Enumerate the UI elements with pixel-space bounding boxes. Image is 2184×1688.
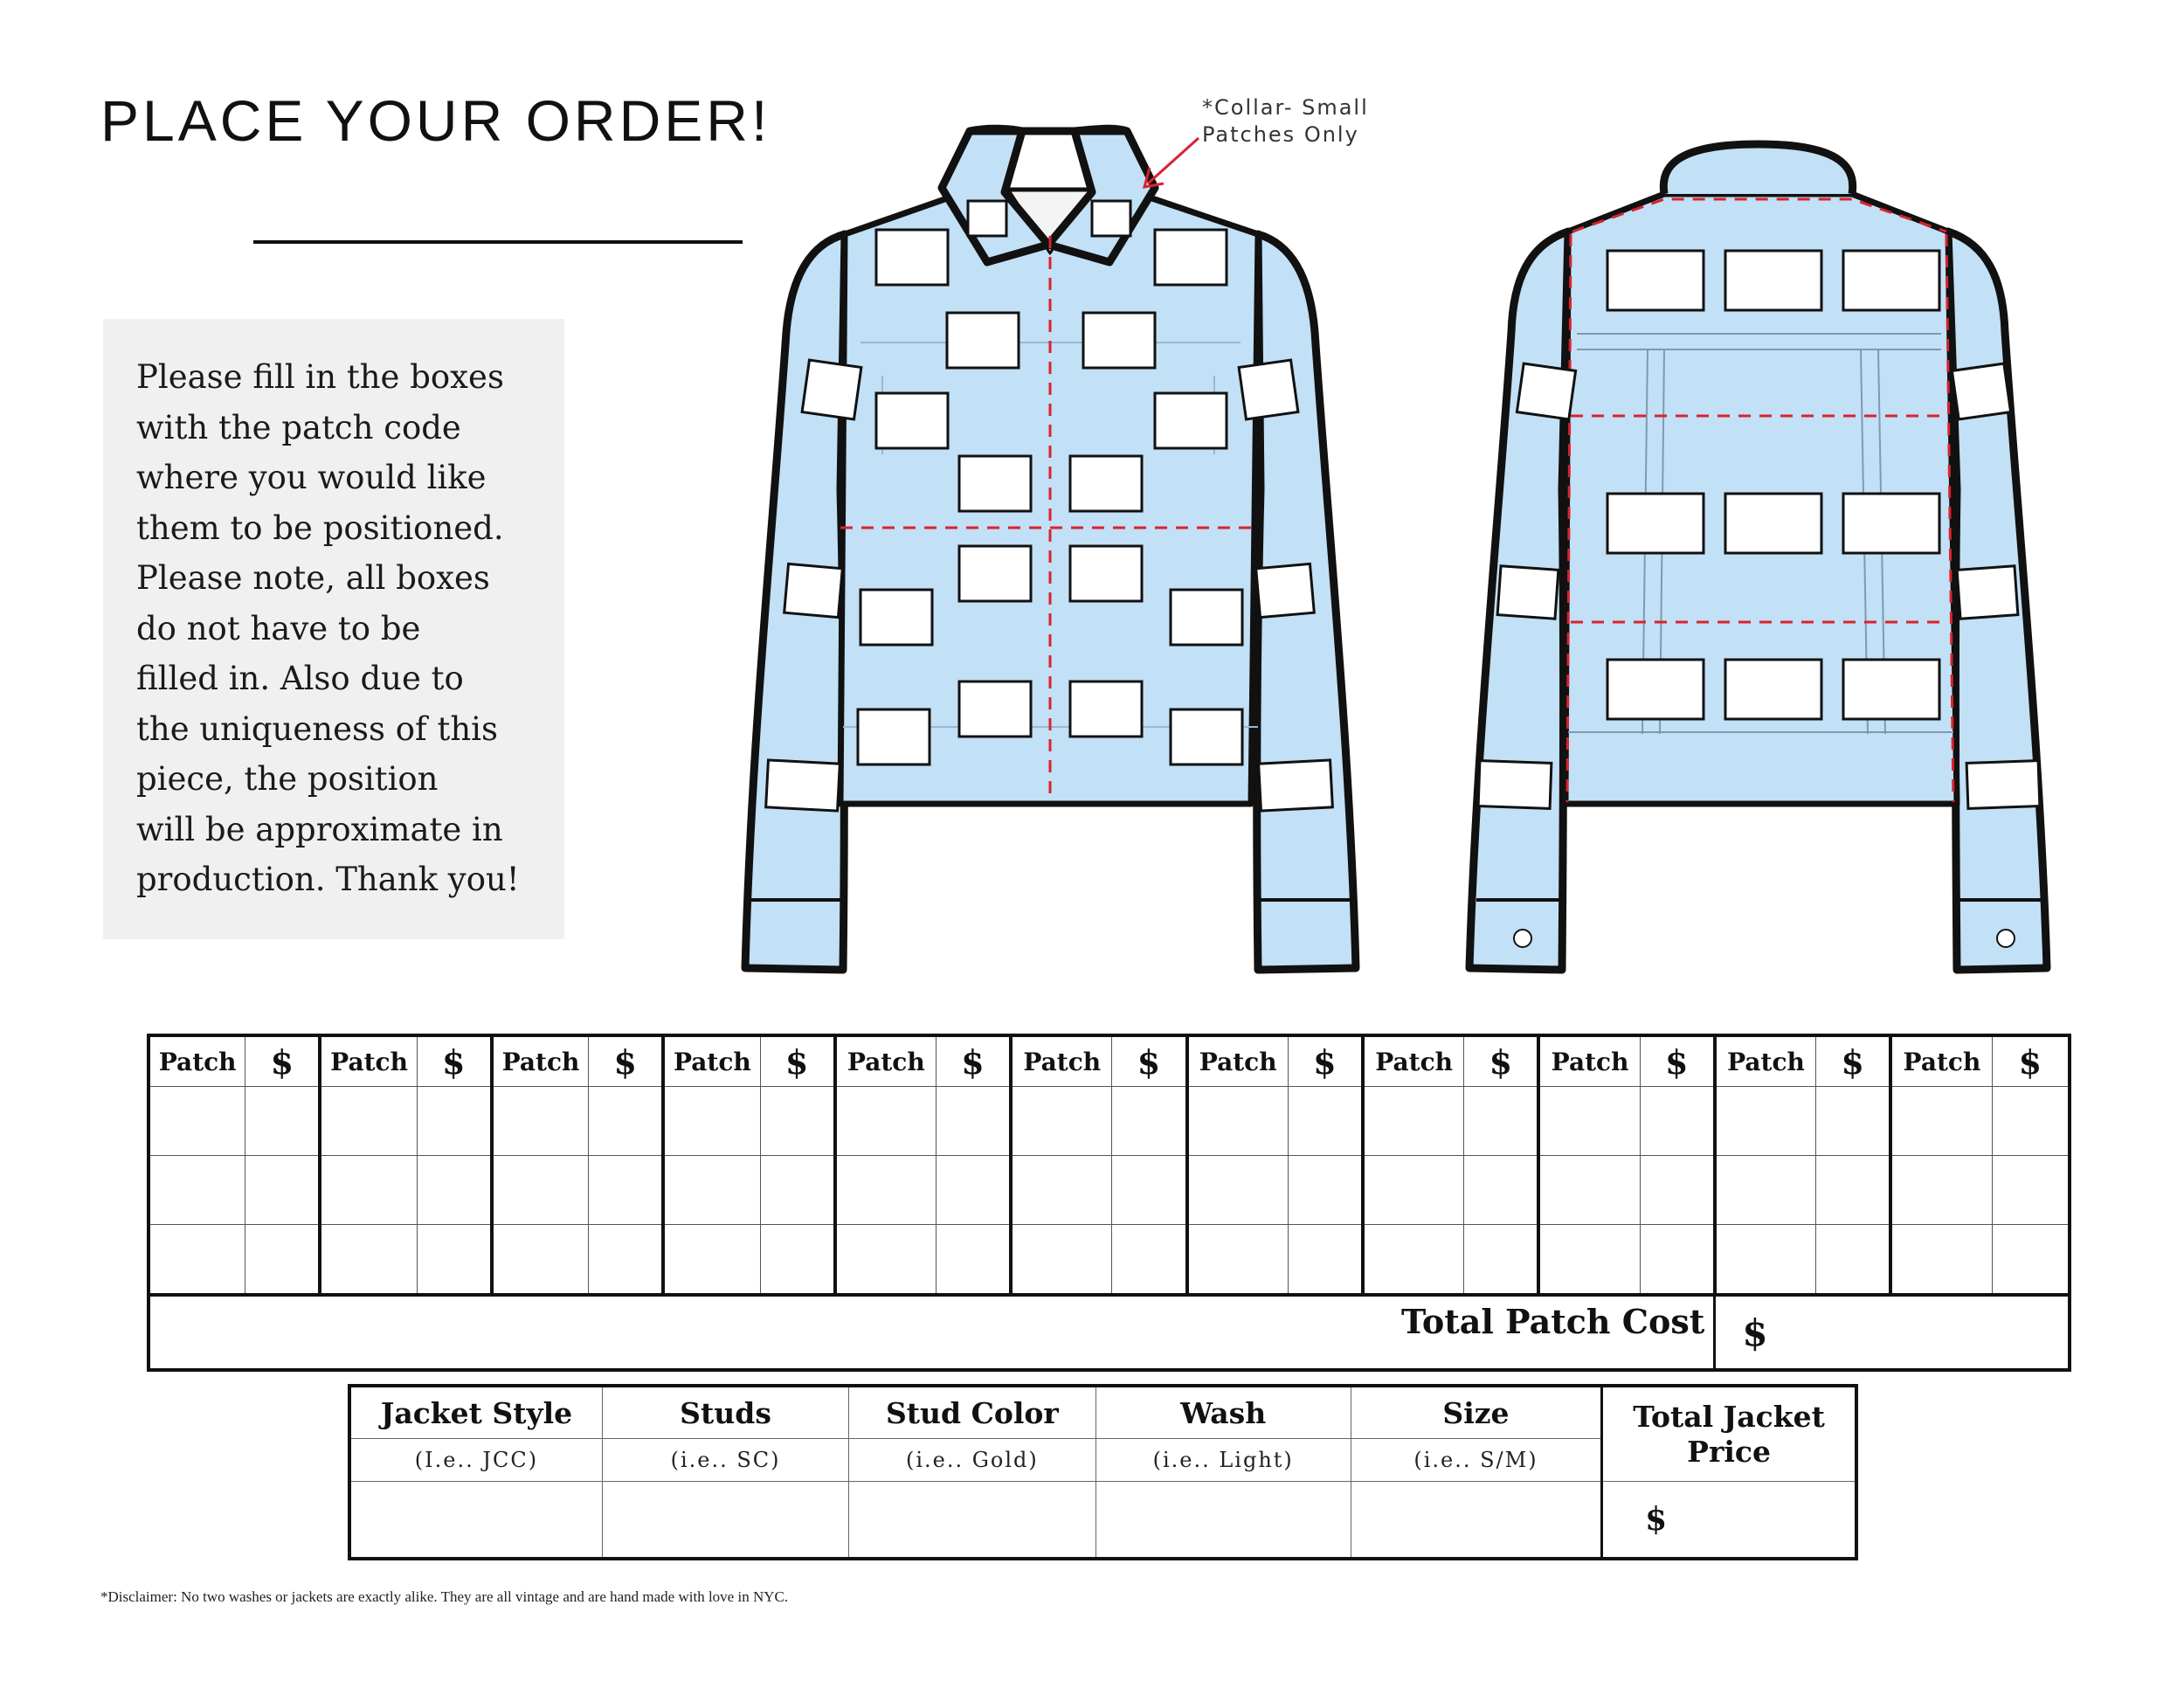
patch-code-cell[interactable] bbox=[492, 1156, 589, 1225]
front-patch-slot bbox=[1155, 393, 1227, 448]
patch-entry-row bbox=[149, 1225, 2070, 1296]
patch-order-table bbox=[147, 1034, 2071, 1372]
studs-field[interactable] bbox=[602, 1482, 848, 1560]
stud-color-field[interactable] bbox=[849, 1482, 1095, 1560]
instruction-line: production. Thank you! bbox=[136, 861, 520, 898]
patch-price-cell[interactable] bbox=[1112, 1156, 1187, 1225]
studs-header: Studs bbox=[602, 1386, 848, 1439]
back-patch-slot bbox=[1607, 494, 1704, 553]
patch-column-header: Patch bbox=[1890, 1035, 1992, 1087]
front-patch-slot bbox=[858, 709, 930, 764]
patch-code-cell[interactable] bbox=[1715, 1156, 1816, 1225]
back-sleeve-patch-slot bbox=[1497, 566, 1559, 619]
patch-entry-row bbox=[149, 1156, 2070, 1225]
price-column-header: $ bbox=[245, 1035, 321, 1087]
size-header: Size bbox=[1351, 1386, 1601, 1439]
wash-header: Wash bbox=[1095, 1386, 1351, 1439]
patch-code-cell[interactable] bbox=[663, 1156, 760, 1225]
front-sleeve-patch-slot bbox=[1239, 360, 1298, 419]
patch-price-cell[interactable] bbox=[245, 1087, 321, 1156]
price-column-header: $ bbox=[1464, 1035, 1539, 1087]
front-patch-slot bbox=[1070, 681, 1142, 737]
patch-code-cell[interactable] bbox=[1538, 1225, 1640, 1296]
stud-color-header: Stud Color bbox=[849, 1386, 1095, 1439]
patch-code-cell[interactable] bbox=[663, 1225, 760, 1296]
patch-code-cell[interactable] bbox=[1890, 1087, 1992, 1156]
patch-column-header: Patch bbox=[835, 1035, 936, 1087]
collar-note-line: Patches Only bbox=[1202, 122, 1359, 147]
front-patch-slot bbox=[1083, 313, 1155, 368]
page-title: PLACE YOUR ORDER! bbox=[100, 88, 771, 153]
price-column-header: $ bbox=[1816, 1035, 1891, 1087]
instruction-line: the uniqueness of this bbox=[136, 709, 498, 748]
patch-price-cell[interactable] bbox=[1640, 1087, 1715, 1156]
size-example: (i.e.. S/M) bbox=[1351, 1439, 1601, 1482]
front-patch-slot bbox=[1092, 201, 1130, 236]
patch-column-header: Patch bbox=[1011, 1035, 1112, 1087]
patch-price-cell[interactable] bbox=[1992, 1087, 2070, 1156]
patch-code-cell[interactable] bbox=[1363, 1087, 1464, 1156]
patch-code-cell[interactable] bbox=[1011, 1225, 1112, 1296]
jacket-entry-row bbox=[349, 1482, 1856, 1560]
instruction-line: will be approximate in bbox=[136, 810, 503, 848]
instruction-line: Please note, all boxes bbox=[136, 559, 490, 597]
instruction-line: piece, the position bbox=[136, 760, 439, 798]
patch-code-cell[interactable] bbox=[663, 1087, 760, 1156]
patch-column-header: Patch bbox=[1715, 1035, 1816, 1087]
jacket-details-table bbox=[348, 1384, 1858, 1560]
price-column-header: $ bbox=[760, 1035, 835, 1087]
front-patch-slot bbox=[876, 230, 948, 285]
total-patch-cost-row bbox=[149, 1295, 2070, 1370]
patch-price-cell[interactable] bbox=[1992, 1156, 2070, 1225]
patch-price-cell[interactable] bbox=[1288, 1087, 1363, 1156]
price-column-header: $ bbox=[1288, 1035, 1363, 1087]
patch-price-cell[interactable] bbox=[1288, 1225, 1363, 1296]
patch-price-cell[interactable] bbox=[417, 1156, 492, 1225]
front-patch-slot bbox=[959, 681, 1031, 737]
front-sleeve-patch-slot bbox=[1256, 564, 1315, 617]
front-patch-slot bbox=[1155, 230, 1227, 285]
patch-price-cell[interactable] bbox=[245, 1156, 321, 1225]
patch-column-header: Patch bbox=[663, 1035, 760, 1087]
patch-price-cell[interactable] bbox=[1816, 1225, 1891, 1296]
front-patch-slot bbox=[968, 201, 1006, 236]
patch-price-cell[interactable] bbox=[1112, 1225, 1187, 1296]
patch-price-cell[interactable] bbox=[1816, 1156, 1891, 1225]
patch-code-cell[interactable] bbox=[1187, 1087, 1289, 1156]
back-collar bbox=[1663, 144, 1852, 194]
patch-price-cell[interactable] bbox=[760, 1087, 835, 1156]
price-column-header: $ bbox=[1992, 1035, 2070, 1087]
front-patch-slot bbox=[876, 393, 948, 448]
patch-price-cell[interactable] bbox=[1112, 1087, 1187, 1156]
patch-code-cell[interactable] bbox=[320, 1156, 417, 1225]
jacket-style-header: Jacket Style bbox=[349, 1386, 602, 1439]
patch-code-cell[interactable] bbox=[149, 1225, 245, 1296]
size-field[interactable] bbox=[1351, 1482, 1601, 1560]
jacket-back-diagram bbox=[1450, 131, 2088, 979]
instruction-line: filled in. Also due to bbox=[136, 660, 464, 697]
patch-code-cell[interactable] bbox=[320, 1225, 417, 1296]
patch-code-cell[interactable] bbox=[1187, 1156, 1289, 1225]
patch-price-cell[interactable] bbox=[417, 1225, 492, 1296]
patch-price-cell[interactable] bbox=[245, 1225, 321, 1296]
patch-price-cell[interactable] bbox=[1288, 1156, 1363, 1225]
instructions-panel bbox=[103, 319, 564, 939]
patch-code-cell[interactable] bbox=[149, 1087, 245, 1156]
patch-price-cell[interactable] bbox=[1464, 1087, 1539, 1156]
front-patch-slot bbox=[959, 456, 1031, 511]
back-sleeve-patch-slot bbox=[1957, 566, 2018, 619]
back-patch-slot bbox=[1725, 251, 1821, 310]
front-sleeve-patch-slot bbox=[802, 360, 861, 419]
back-sleeve-patch-slot bbox=[1517, 363, 1575, 419]
disclaimer: *Disclaimer: No two washes or jackets are exactly alike. They are all vintage and are hand made with love in NYC. bbox=[100, 1588, 789, 1605]
patch-code-cell[interactable] bbox=[492, 1087, 589, 1156]
patch-code-cell[interactable] bbox=[1538, 1087, 1640, 1156]
total-patch-cost-label: Total Patch Cost bbox=[149, 1295, 1715, 1370]
jacket-front-diagram bbox=[734, 122, 1363, 979]
back-sleeve-patch-slot bbox=[1478, 761, 1552, 809]
front-patch-slot bbox=[860, 590, 932, 645]
patch-column-header: Patch bbox=[320, 1035, 417, 1087]
patch-code-cell[interactable] bbox=[320, 1087, 417, 1156]
patch-price-cell[interactable] bbox=[760, 1225, 835, 1296]
patch-price-cell[interactable] bbox=[417, 1087, 492, 1156]
front-patch-slot bbox=[1171, 709, 1242, 764]
price-column-header: $ bbox=[1640, 1035, 1715, 1087]
patch-column-header: Patch bbox=[1538, 1035, 1640, 1087]
patch-code-cell[interactable] bbox=[492, 1225, 589, 1296]
instruction-line: Please fill in the boxes bbox=[136, 358, 504, 396]
instruction-line: do not have to be bbox=[136, 609, 421, 647]
patch-price-cell[interactable] bbox=[1816, 1087, 1891, 1156]
jacket-style-field[interactable] bbox=[349, 1482, 602, 1560]
wash-example: (i.e.. Light) bbox=[1095, 1439, 1351, 1482]
collar-note-line: *Collar- Small bbox=[1202, 95, 1369, 120]
wash-field[interactable] bbox=[1095, 1482, 1351, 1560]
name-line[interactable] bbox=[253, 240, 743, 244]
patch-column-header: Patch bbox=[492, 1035, 589, 1087]
patch-code-cell[interactable] bbox=[149, 1156, 245, 1225]
patch-price-cell[interactable] bbox=[1464, 1156, 1539, 1225]
patch-price-cell[interactable] bbox=[589, 1087, 664, 1156]
patch-code-cell[interactable] bbox=[835, 1087, 936, 1156]
patch-price-cell[interactable] bbox=[1640, 1156, 1715, 1225]
front-patch-slot bbox=[1070, 456, 1142, 511]
instruction-line: them to be positioned. bbox=[136, 508, 504, 547]
patch-column-header: Patch bbox=[1363, 1035, 1464, 1087]
jacket-table-header bbox=[349, 1386, 1856, 1439]
patch-price-cell[interactable] bbox=[936, 1156, 1011, 1225]
total-jacket-price-header: Total Jacket Price bbox=[1602, 1386, 1856, 1482]
patch-code-cell[interactable] bbox=[1187, 1225, 1289, 1296]
front-sleeve-patch-slot bbox=[784, 564, 843, 617]
patch-table-header bbox=[149, 1035, 2070, 1087]
patch-price-cell[interactable] bbox=[1464, 1225, 1539, 1296]
patch-price-cell[interactable] bbox=[1640, 1225, 1715, 1296]
instruction-line: with the patch code bbox=[136, 408, 461, 446]
total-jacket-price-field[interactable]: $ bbox=[1602, 1482, 1856, 1560]
back-patch-slot bbox=[1607, 251, 1704, 310]
patch-code-cell[interactable] bbox=[1011, 1087, 1112, 1156]
front-patch-slot bbox=[959, 546, 1031, 601]
price-column-header: $ bbox=[1112, 1035, 1187, 1087]
patch-column-header: Patch bbox=[149, 1035, 245, 1087]
patch-code-cell[interactable] bbox=[1715, 1225, 1816, 1296]
patch-code-cell[interactable] bbox=[835, 1225, 936, 1296]
patch-price-cell[interactable] bbox=[589, 1225, 664, 1296]
front-sleeve-patch-slot bbox=[1259, 760, 1333, 811]
total-patch-cost-field[interactable]: $ bbox=[1715, 1295, 2070, 1370]
back-patch-slot bbox=[1843, 251, 1939, 310]
patch-column-header: Patch bbox=[1187, 1035, 1289, 1087]
patch-price-cell[interactable] bbox=[936, 1087, 1011, 1156]
instruction-line: where you would like bbox=[136, 459, 487, 496]
patch-code-cell[interactable] bbox=[1538, 1156, 1640, 1225]
price-column-header: $ bbox=[936, 1035, 1011, 1087]
price-column-header: $ bbox=[417, 1035, 492, 1087]
jacket-style-example: (I.e.. JCC) bbox=[349, 1439, 602, 1482]
patch-code-cell[interactable] bbox=[835, 1156, 936, 1225]
back-patch-slot bbox=[1843, 660, 1939, 719]
stud-color-example: (i.e.. Gold) bbox=[849, 1439, 1095, 1482]
patch-code-cell[interactable] bbox=[1363, 1225, 1464, 1296]
front-patch-slot bbox=[1171, 590, 1242, 645]
patch-code-cell[interactable] bbox=[1715, 1087, 1816, 1156]
studs-example: (i.e.. SC) bbox=[602, 1439, 848, 1482]
patch-code-cell[interactable] bbox=[1011, 1156, 1112, 1225]
back-patch-slot bbox=[1725, 494, 1821, 553]
front-patch-slot bbox=[1070, 546, 1142, 601]
patch-entry-row bbox=[149, 1087, 2070, 1156]
patch-code-cell[interactable] bbox=[1363, 1156, 1464, 1225]
front-sleeve-patch-slot bbox=[766, 760, 840, 811]
patch-price-cell[interactable] bbox=[936, 1225, 1011, 1296]
patch-code-cell[interactable] bbox=[1890, 1225, 1992, 1296]
patch-price-cell[interactable] bbox=[1992, 1225, 2070, 1296]
patch-code-cell[interactable] bbox=[1890, 1156, 1992, 1225]
back-patch-slot bbox=[1843, 494, 1939, 553]
front-patch-slot bbox=[947, 313, 1019, 368]
back-sleeve-patch-slot bbox=[1966, 761, 2040, 809]
patch-price-cell[interactable] bbox=[760, 1156, 835, 1225]
patch-price-cell[interactable] bbox=[589, 1156, 664, 1225]
back-sleeve-patch-slot bbox=[1952, 363, 2010, 419]
price-column-header: $ bbox=[589, 1035, 664, 1087]
back-patch-slot bbox=[1725, 660, 1821, 719]
back-patch-slot bbox=[1607, 660, 1704, 719]
